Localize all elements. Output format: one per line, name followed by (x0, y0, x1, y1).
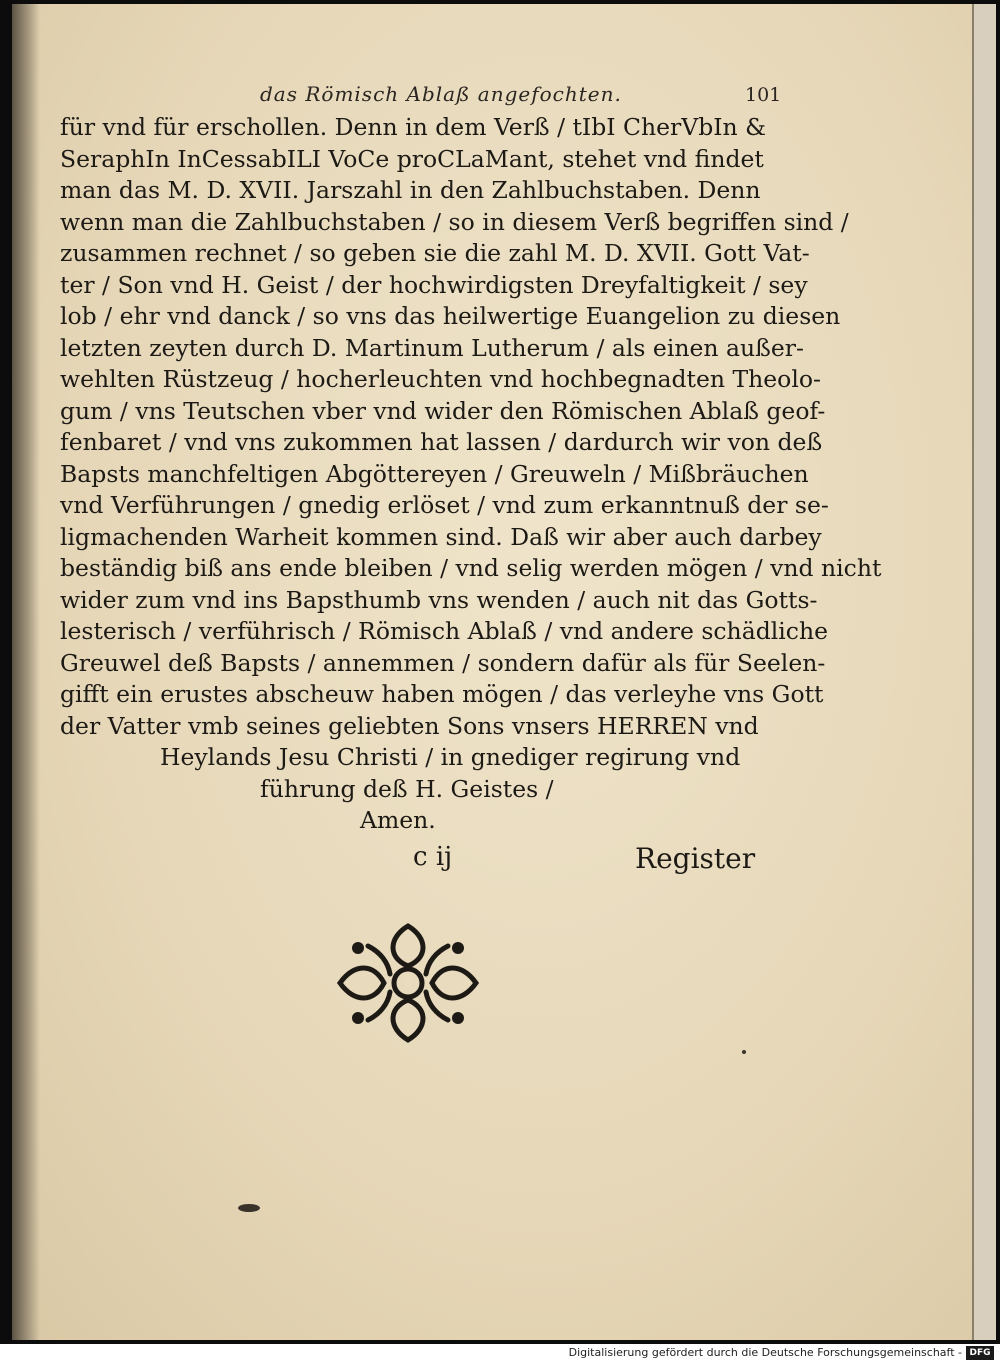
text-line: zusammen rechnet / so geben sie die zahl M. D. XVII. Gott Vat- (60, 239, 810, 267)
ink-speck (742, 1050, 746, 1054)
text-line: lob / ehr vnd danck / so vns das heilwertige Euangelion zu diesen (60, 302, 841, 330)
text-line: Greuwel deß Bapsts / annemmen / sondern dafür als für Seelen- (60, 648, 826, 677)
text-line: lesterisch / verführisch / Römisch Ablaß / vnd andere schädliche (60, 617, 828, 645)
text-line: SeraphIn InCessabILI VoCe proCLaMant, stehet vnd findet (60, 144, 764, 173)
printers-ornament-icon (328, 918, 488, 1048)
text-line: ligmachenden Warheit kommen sind. Daß wir aber auch darbey (60, 522, 822, 551)
text-line: Bapsts manchfeltigen Abgöttereyen / Greuweln / Mißbräuchen (60, 459, 809, 488)
text-line: man das M. D. XVII. Jarszahl in den Zahlbuchstaben. Denn (60, 176, 761, 204)
page-gutter-shadow (12, 4, 40, 1340)
dfg-logo-icon: DFG (966, 1346, 994, 1360)
text-line: wenn man die Zahlbuchstaben / so in diesem Verß begriffen sind / (60, 207, 849, 236)
closing-line: Heylands Jesu Christi / in gnediger regirung vnd (160, 743, 741, 771)
running-head: das Römisch Ablaß angefochten. (260, 82, 622, 106)
closing-line: führung deß H. Geistes / (260, 774, 554, 803)
text-line: für vnd für erschollen. Denn in dem Verß / tIbI CherVbIn & (60, 113, 767, 141)
text-line: vnd Verführungen / gnedig erlöset / vnd zum erkanntnuß der se- (60, 491, 829, 519)
text-line: ter / Son vnd H. Geist / der hochwirdigsten Dreyfaltigkeit / sey (60, 270, 808, 299)
page-edge-strip (974, 4, 996, 1340)
digitization-footer (0, 1344, 1000, 1362)
ink-speck (238, 1204, 260, 1212)
footer-credit: Digitalisierung gefördert durch die Deutsche Forschungsgemeinschaft - (568, 1346, 962, 1359)
page-number: 101 (745, 84, 782, 106)
text-line: wehlten Rüstzeug / hocherleuchten vnd hochbegnadten Theolo- (60, 365, 821, 393)
text-line: fenbaret / vnd vns zukommen hat lassen / dardurch wir von deß (60, 428, 823, 456)
closing-line: Amen. (360, 806, 436, 834)
text-line: der Vatter vmb seines geliebten Sons vnsers HERREN vnd (60, 711, 759, 740)
text-line: gum / vns Teutschen vber vnd wider den Römischen Ablaß geof- (60, 396, 826, 425)
text-line: beständig biß ans ende bleiben / vnd selig werden mögen / vnd nicht (60, 554, 882, 582)
text-line: wider zum vnd ins Bapsthumb vns wenden / auch nit das Gotts- (60, 585, 818, 614)
body-text (60, 112, 882, 837)
text-line: letzten zeyten durch D. Martinum Lutherum / als einen außer- (60, 333, 804, 362)
catchword: Register (635, 842, 756, 875)
text-line: gifft ein erustes abscheuw haben mögen / das verleyhe vns Gott (60, 680, 824, 708)
signature-mark: c ij (413, 842, 453, 872)
